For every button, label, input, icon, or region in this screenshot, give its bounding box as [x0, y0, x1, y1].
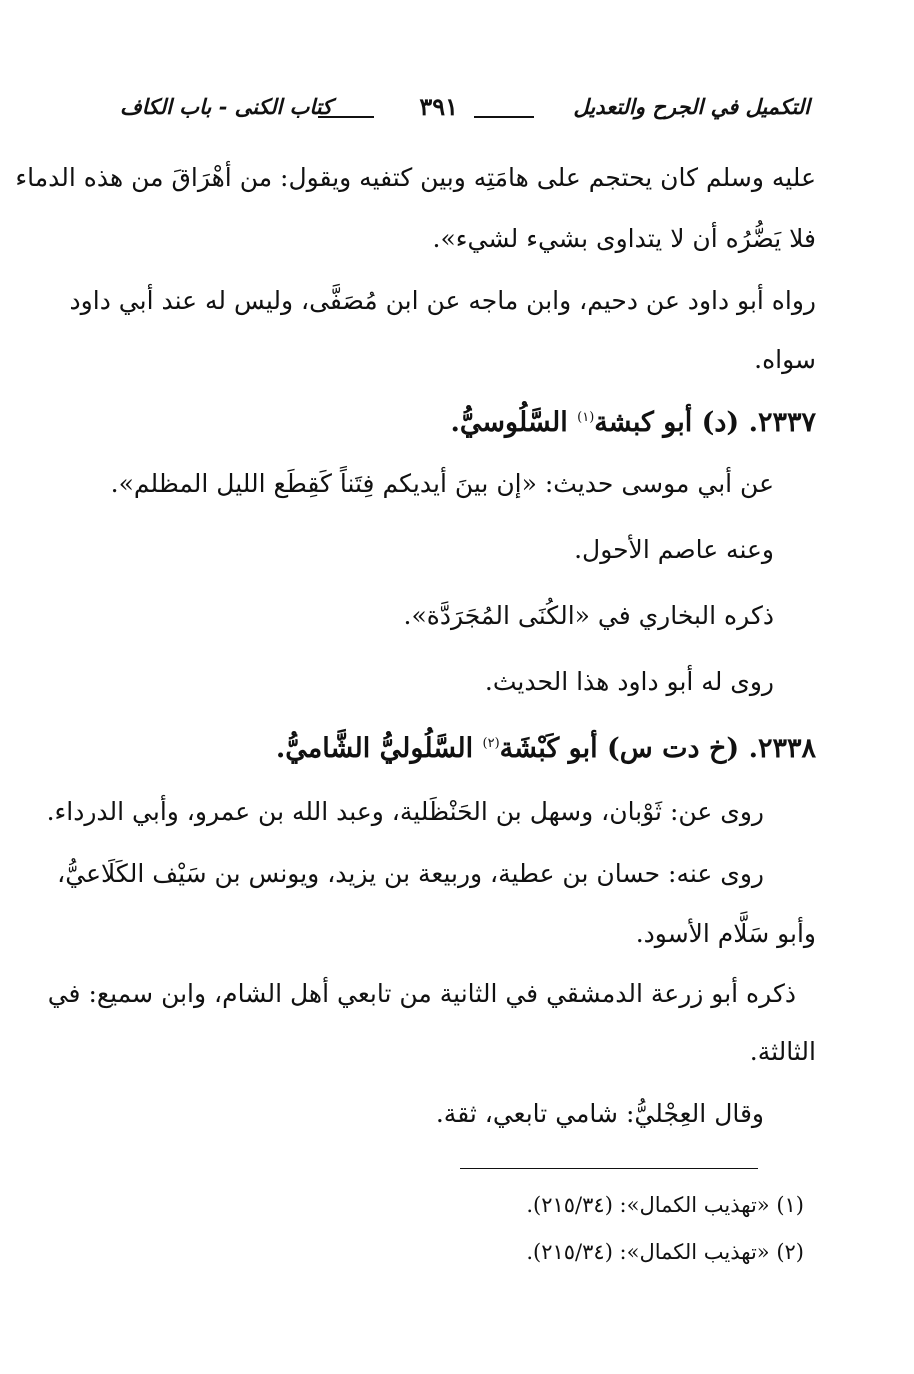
running-header [120, 94, 810, 136]
body-line: عليه وسلم كان يحتجم على هامَتِه وبين كتفيه ويقول: من أهْرَاقَ من هذه الدماء [15, 163, 816, 192]
entry-line: روى عنه: حسان بن عطية، وربيعة بن يزيد، ويونس بن سَيْف الكَلَاعيُّ، [57, 859, 764, 888]
header-dash [474, 116, 534, 118]
page-number: ٣٩١ [419, 92, 458, 121]
book-title: التكميل في الجرح والتعديل [573, 94, 810, 119]
body-line: رواه أبو داود عن دحيم، وابن ماجه عن ابن مُصَفَّى، وليس له عند أبي داود [69, 286, 816, 315]
footnote-ref: (٢) [482, 736, 500, 751]
entry-line: روى له أبو داود هذا الحديث. [484, 667, 774, 696]
section-title: كتاب الكنى - باب الكاف [120, 94, 333, 119]
entry-line: ذكره أبو زرعة الدمشقي في الثانية من تابعي أهل الشام، وابن سميع: في [47, 979, 796, 1008]
entry-line: وقال العِجْليُّ: شامي تابعي، ثقة. [435, 1099, 764, 1128]
footnote-separator [460, 1168, 758, 1169]
body-line: سواه. [754, 345, 816, 374]
entry-heading-2338 [276, 726, 816, 767]
entry-heading-text: ٢٣٣٨. (خ دت س) أبو كَبْشَة [499, 733, 816, 764]
entry-line: الثالثة. [749, 1037, 816, 1066]
entry-heading-nisba: السَّلُوسيُّ. [450, 407, 568, 438]
footnote: (٢) «تهذيب الكمال»: (٢١٥/٣٤). [526, 1240, 804, 1264]
entry-heading-text: ٢٣٣٧. (د) أبو كبشة [594, 407, 816, 438]
entry-heading-nisba: السَّلُوليُّ الشَّاميُّ. [275, 733, 474, 764]
entry-line: عن أبي موسى حديث: «إن بينَ أيديكم فِتَناً كَقِطَع الليل المظلم». [110, 469, 774, 498]
body-line: فلا يَضُّرُه أن لا يتداوى بشيء لشيء». [432, 224, 816, 253]
entry-heading-2337 [451, 400, 817, 441]
entry-line: روى عن: ثَوْبان، وسهل بن الحَنْظَلية، وعبد الله بن عمرو، وأبي الدرداء. [46, 797, 764, 826]
footnote-ref: (١) [577, 410, 595, 425]
entry-line: ذكره البخاري في «الكُنَى المُجَرَدَّة». [403, 601, 774, 630]
entry-line: وأبو سَلَّام الأسود. [635, 919, 816, 948]
footnote: (١) «تهذيب الكمال»: (٢١٥/٣٤). [526, 1193, 804, 1217]
entry-line: وعنه عاصم الأحول. [574, 535, 774, 564]
